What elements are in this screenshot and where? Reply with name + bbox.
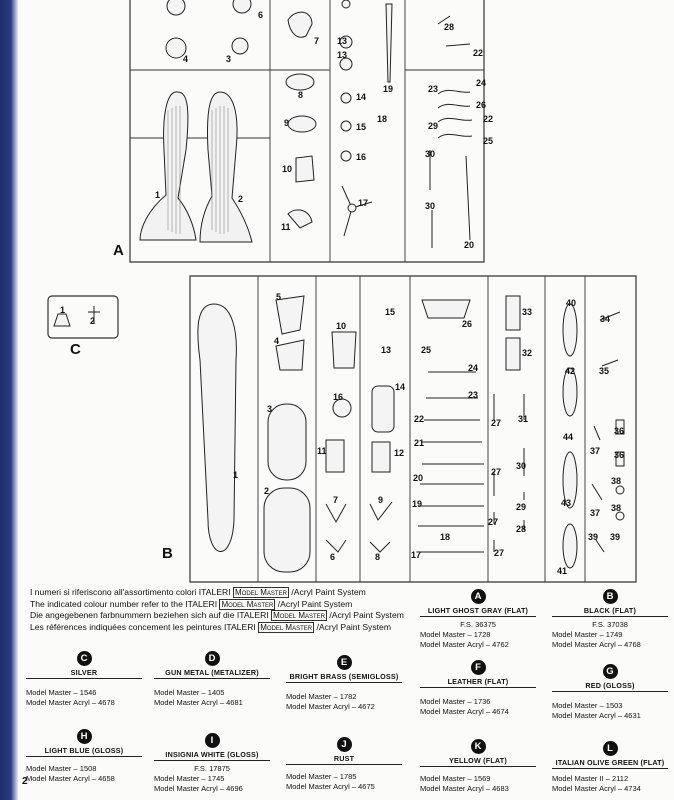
- part-number: 43: [561, 498, 572, 508]
- color-letter-badge: J: [337, 737, 352, 752]
- part-number: 20: [413, 473, 424, 483]
- part-number: 1: [155, 190, 161, 200]
- part-number: 37: [590, 446, 601, 456]
- paint-system-note: [30, 587, 404, 633]
- model-master-acryl-code: Model Master Acryl – 4683: [420, 784, 509, 793]
- part-number: 2: [90, 316, 96, 326]
- part-number: 2: [264, 486, 270, 496]
- model-master-acryl-code: Model Master Acryl – 4681: [154, 698, 243, 707]
- color-card-i: [150, 733, 274, 794]
- part-number: 8: [375, 552, 381, 562]
- color-fs-number: F.S. 37038: [592, 620, 628, 629]
- part-number: 31: [518, 414, 529, 424]
- part-number: 14: [395, 382, 406, 392]
- part-number: 8: [298, 90, 304, 100]
- part-number: 37: [590, 508, 601, 518]
- part-number: 16: [356, 152, 367, 162]
- part-number: 9: [284, 118, 290, 128]
- note-suffix: /Acryl Paint System: [275, 598, 353, 609]
- part-number: 28: [444, 22, 455, 32]
- color-letter-badge: G: [603, 664, 618, 679]
- part-number: 28: [516, 524, 527, 534]
- color-card-h: [22, 729, 146, 784]
- part-number: 44: [563, 432, 574, 442]
- part-number: 11: [317, 446, 327, 456]
- part-number: 17: [411, 550, 422, 560]
- color-name: SILVER: [26, 668, 142, 679]
- note-italian-pre: I numeri si riferiscono all'assortimento colori ITALERI: [30, 587, 234, 597]
- color-letter-badge: I: [205, 733, 220, 748]
- color-letter-badge: D: [205, 651, 220, 666]
- part-number: 26: [476, 100, 487, 110]
- part-number: 27: [491, 418, 502, 428]
- color-name: BRIGHT BRASS (SEMIGLOSS): [286, 672, 402, 683]
- fuselage-right-part: [200, 92, 252, 242]
- color-card-e: [282, 655, 406, 712]
- part-number: 6: [258, 10, 264, 20]
- model-master-code: Model Master – 1782: [286, 692, 357, 701]
- part-number: 22: [414, 414, 425, 424]
- color-letter-badge: F: [471, 660, 486, 675]
- part-number: 5: [276, 292, 282, 302]
- color-name: LIGHT BLUE (GLOSS): [26, 746, 142, 757]
- part-number: 12: [394, 448, 405, 458]
- color-letter-badge: B: [603, 589, 618, 604]
- color-card-j: [282, 737, 406, 792]
- part-number: 42: [565, 366, 576, 376]
- color-name: RUST: [286, 754, 402, 765]
- part-number: 13: [381, 345, 392, 355]
- model-master-acryl-code: Model Master Acryl – 4674: [420, 707, 509, 716]
- part-number: 16: [333, 392, 344, 402]
- part-number: 29: [428, 121, 439, 131]
- part-number: 25: [421, 345, 432, 355]
- part-number: 24: [476, 78, 487, 88]
- color-name: BLACK (FLAT): [552, 606, 668, 617]
- color-name: LEATHER (FLAT): [420, 677, 536, 688]
- part-number: 26: [462, 319, 473, 329]
- part-number: 1: [60, 305, 66, 315]
- color-letter-badge: H: [77, 729, 92, 744]
- part-number: 2: [238, 194, 244, 204]
- model-master-code: Model Master – 1503: [552, 701, 623, 710]
- model-master-code: Model Master – 1728: [420, 630, 491, 639]
- model-master-acryl-code: Model Master Acryl – 4672: [286, 702, 375, 711]
- part-number: 29: [516, 502, 527, 512]
- part-number: 38: [611, 476, 622, 486]
- part-number: 38: [611, 503, 622, 513]
- part-number: 6: [330, 552, 336, 562]
- color-letter-badge: K: [471, 739, 486, 754]
- part-number: 18: [440, 532, 451, 542]
- part-number: 34: [600, 314, 611, 324]
- wing-part: [198, 304, 237, 552]
- color-card-l: [548, 741, 672, 794]
- color-letter-badge: E: [337, 655, 352, 670]
- part-number: 19: [383, 84, 394, 94]
- color-name: INSIGNIA WHITE (GLOSS): [154, 750, 270, 761]
- note-suffix: /Acryl Paint System: [314, 621, 391, 632]
- part-number: 39: [588, 532, 599, 542]
- model-master-acryl-code: Model Master Acryl – 4768: [552, 640, 641, 649]
- color-name: ITALIAN OLIVE GREEN (FLAT): [552, 758, 668, 769]
- note-english-pre: The indicated colour number refer to the ITALERI: [30, 598, 220, 609]
- part-number: 30: [425, 201, 436, 211]
- color-letter-badge: L: [603, 741, 618, 756]
- sprue-a-letter: A: [113, 242, 124, 259]
- model-master-logo: Model Master: [273, 611, 325, 620]
- model-master-acryl-code: Model Master Acryl – 4631: [552, 711, 641, 720]
- note-german-pre: Die angegebenen farbnummern beziehen sich auf die ITALERI: [30, 610, 272, 620]
- model-master-acryl-code: Model Master Acryl – 4696: [154, 784, 243, 793]
- color-fs-number: F.S. 36375: [460, 620, 496, 629]
- color-name: LIGHT GHOST GRAY (FLAT): [420, 606, 536, 617]
- part-number: 40: [566, 298, 577, 308]
- part-number: 10: [282, 164, 293, 174]
- color-card-b: [548, 589, 672, 650]
- part-number: 3: [226, 54, 232, 64]
- part-number: 30: [516, 461, 527, 471]
- color-name: YELLOW (FLAT): [420, 756, 536, 767]
- color-letter-badge: C: [77, 651, 92, 666]
- note-french-pre: Les références indiquées concement les peintures ITALERI: [30, 621, 259, 632]
- model-master-code: Model Master – 1736: [420, 697, 491, 706]
- part-number: 25: [483, 136, 494, 146]
- model-master-code: Model Master – 1405: [154, 688, 225, 697]
- color-fs-number: F.S. 17875: [194, 764, 230, 773]
- part-number: 4: [274, 336, 280, 346]
- model-master-logo: Model Master: [260, 622, 313, 632]
- part-number: 27: [491, 467, 502, 477]
- model-master-logo: Model Master: [235, 588, 287, 597]
- color-card-c: [22, 651, 146, 708]
- part-number: 22: [473, 48, 484, 58]
- part-number: 7: [333, 495, 339, 505]
- sprue-c-letter: C: [70, 341, 81, 358]
- part-number: 32: [522, 348, 533, 358]
- color-card-a: [416, 589, 540, 650]
- model-master-code: Model Master – 1546: [26, 688, 97, 697]
- part-number: 10: [336, 321, 347, 331]
- part-number: 30: [425, 149, 436, 159]
- model-master-acryl-code: Model Master Acryl – 4734: [552, 784, 641, 793]
- part-number: 4: [183, 54, 189, 64]
- part-number: 36: [614, 426, 625, 436]
- part-number: 35: [599, 366, 610, 376]
- part-number: 7: [314, 36, 320, 46]
- model-master-logo: Model Master: [221, 599, 274, 609]
- part-number: 3: [267, 404, 273, 414]
- part-number: 21: [414, 438, 425, 448]
- model-master-acryl-code: Model Master Acryl – 4658: [26, 774, 115, 783]
- part-number: 41: [557, 566, 568, 576]
- model-master-code: Model Master – 1785: [286, 772, 357, 781]
- part-number: 13: [337, 36, 348, 46]
- color-card-g: [548, 664, 672, 721]
- part-number: 24: [468, 363, 479, 373]
- part-number: 15: [356, 122, 367, 132]
- part-number: 20: [464, 240, 475, 250]
- part-number: 27: [494, 548, 505, 558]
- model-master-code: Model Master – 1749: [552, 630, 623, 639]
- part-number: 14: [356, 92, 367, 102]
- color-name: GUN METAL (METALIZER): [154, 668, 270, 679]
- color-card-d: [150, 651, 274, 708]
- part-number: 15: [385, 307, 396, 317]
- model-master-acryl-code: Model Master Acryl – 4678: [26, 698, 115, 707]
- part-number: 18: [377, 114, 388, 124]
- part-number: 19: [412, 499, 423, 509]
- note-suffix: /Acryl Paint System: [327, 610, 404, 620]
- note-suffix: /Acryl Paint System: [288, 587, 366, 597]
- part-number: 11: [281, 222, 291, 232]
- part-number: 27: [488, 517, 499, 527]
- color-card-f: [416, 660, 540, 717]
- model-master-code: Model Master II – 2112: [552, 774, 629, 783]
- part-number: 36: [614, 450, 625, 460]
- model-master-code: Model Master – 1569: [420, 774, 491, 783]
- part-number: 9: [378, 495, 384, 505]
- model-master-code: Model Master – 1745: [154, 774, 225, 783]
- part-number: 17: [358, 198, 369, 208]
- color-card-k: [416, 739, 540, 794]
- color-letter-badge: A: [471, 589, 486, 604]
- part-number: 13: [337, 50, 348, 60]
- part-number: 23: [468, 390, 479, 400]
- color-name: RED (GLOSS): [552, 681, 668, 692]
- sprue-b-letter: B: [162, 545, 173, 562]
- part-number: 23: [428, 84, 439, 94]
- page-number: 2: [22, 776, 28, 787]
- part-number: 33: [522, 307, 533, 317]
- part-number: 1: [233, 470, 239, 480]
- model-master-code: Model Master – 1508: [26, 764, 97, 773]
- model-master-acryl-code: Model Master Acryl – 4762: [420, 640, 509, 649]
- part-number: 22: [483, 114, 494, 124]
- part-number: 39: [610, 532, 621, 542]
- model-master-acryl-code: Model Master Acryl – 4675: [286, 782, 375, 791]
